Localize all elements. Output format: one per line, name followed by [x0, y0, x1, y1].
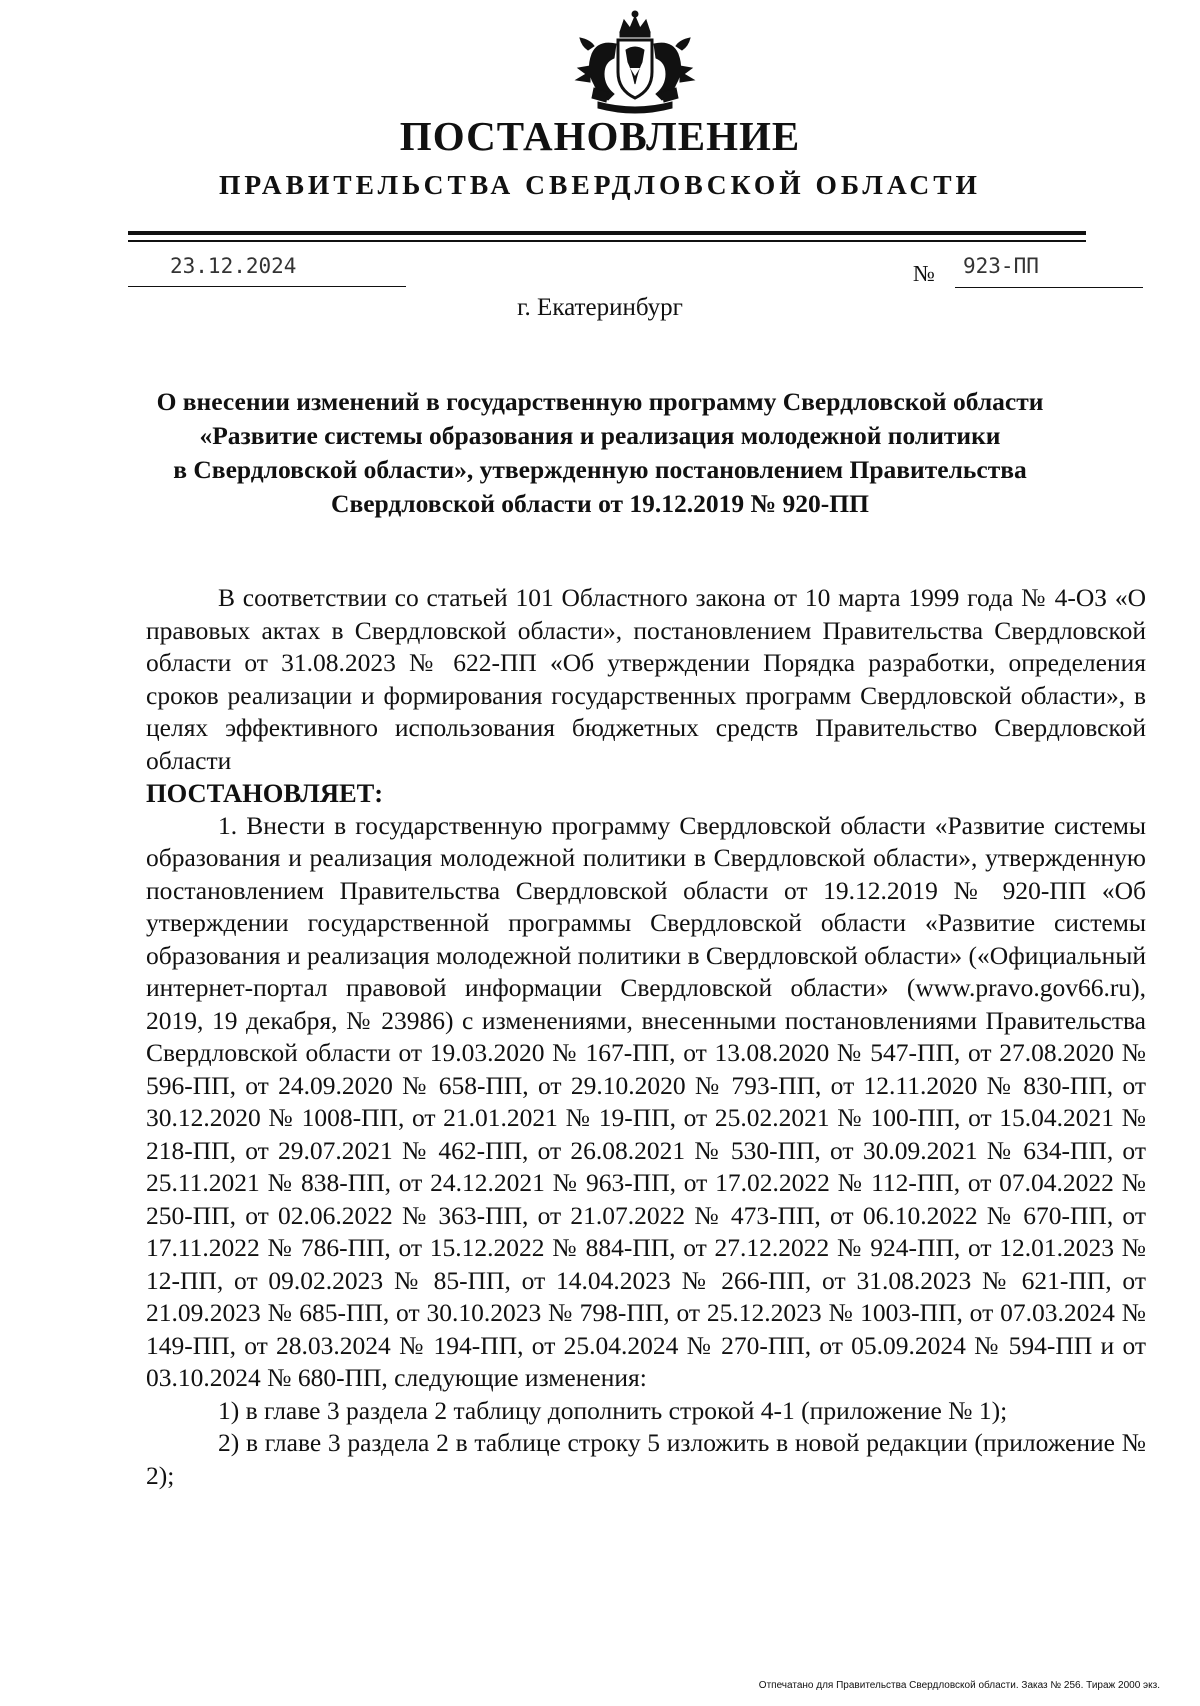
document-date: 23.12.2024 [128, 251, 406, 287]
header-rule-thick [128, 231, 1086, 235]
heading-line: Свердловской области от 19.12.2019 № 920-ПП [331, 489, 869, 518]
heading-line: О внесении изменений в государственную программу Свердловской области [156, 387, 1044, 416]
header-rule-thin [128, 240, 1086, 242]
issuing-authority: ПРАВИТЕЛЬСТВА СВЕРДЛОВСКОЙ ОБЛАСТИ [219, 169, 981, 200]
subitem-1-paragraph: 1) в главе 3 раздела 2 таблицу дополнить строкой 4-1 (приложение № 1); [218, 1395, 1008, 1425]
number-sign: № [913, 261, 935, 286]
item-1-paragraph: 1. Внести в государственную программу Свердловской области «Развитие системы образования и реализация молодежной политики в Свердловской области», утвержденную постановлением Правительства Свердловской области от 19.12.2019 № 920-ПП «Об утверждении государственной программы Свердловской области «Развитие системы образования и реализация молодежной политики в Свердловской области» («Официальный интернет-портал правовой информации Свердловской области» (www.pravo.gov66.ru), 2019, 19 декабря, № 23986) с изменениями, внесенными постановлениями Правительства Свердловской области от 19.03.2020 № 167-ПП, от 13.08.2020 № 547-ПП, от 27.08.2020 № 596-ПП, от 24.09.2020 № 658-ПП, от 29.10.2020 № 793-ПП, от 12.11.2020 № 830-ПП, от 30.12.2020 № 1008-ПП, от 21.01.2021 № 19-ПП, от 25.02.2021 № 100-ПП, от 15.04.2021 № 218-ПП, от 29.07.2021 № 462-ПП, от 26.08.2021 № 530-ПП, от 30.09.2021 № 634-ПП, от 25.11.2021 № 838-ПП, от 24.12.2021 № 963-ПП, от 17.02.2022 № 112-ПП, от 07.04.2022 № 250-ПП, от 02.06.2022 № 363-ПП, от 21.07.2022 № 473-ПП, от 06.10.2022 № 670-ПП, от 17.11.2022 № 786-ПП, от 15.12.2022 № 884-ПП, от 27.12.2022 № 924-ПП, от 12.01.2023 № 12-ПП, от 09.02.2023 № 85-ПП, от 14.04.2023 № 266-ПП, от 31.08.2023 № 621-ПП, от 21.09.2023 № 685-ПП, от 30.10.2023 № 798-ПП, от 25.12.2023 № 1003-ПП, от 07.03.2024 № 149-ПП, от 28.03.2024 № 194-ПП, от 25.04.2024 № 270-ПП, от 05.09.2024 № 594-ПП и от 03.10.2024 № 680-ПП, следующие изменения: [146, 810, 1146, 1392]
heading-line: «Развитие системы образования и реализация молодежной политики [199, 421, 1001, 450]
document-heading [130, 385, 1070, 521]
document-title: ПОСТАНОВЛЕНИЕ [399, 113, 801, 159]
decree-word: ПОСТАНОВЛЯЕТ: [146, 778, 384, 808]
document-city: г. Екатеринбург [517, 294, 683, 321]
subitem-2-paragraph: 2) в главе 3 раздела 2 в таблице строку 5 изложить в новой редакции (приложение № 2); [146, 1428, 1146, 1490]
print-footer-note: Отпечатано для Правительства Свердловской области. Заказ № 256. Тираж 2000 экз. [758, 1680, 1160, 1691]
coat-of-arms-emblem [568, 10, 702, 116]
preamble-paragraph: В соответствии со статьей 101 Областного закона от 10 марта 1999 года № 4-ОЗ «О правовых актах в Свердловской области», постановлением Правительства Свердловской области от 31.08.2023 № 622-ПП «Об утверждении Порядка разработки, определения сроков реализации и формирования государственных программ Свердловской области», в целях эффективного использования бюджетных средств Правительство Свердловской области [146, 583, 1146, 775]
heading-line: в Свердловской области», утвержденную постановлением Правительства [173, 455, 1027, 484]
document-body [146, 582, 1146, 1492]
document-number: 923-ПП [963, 254, 1039, 278]
